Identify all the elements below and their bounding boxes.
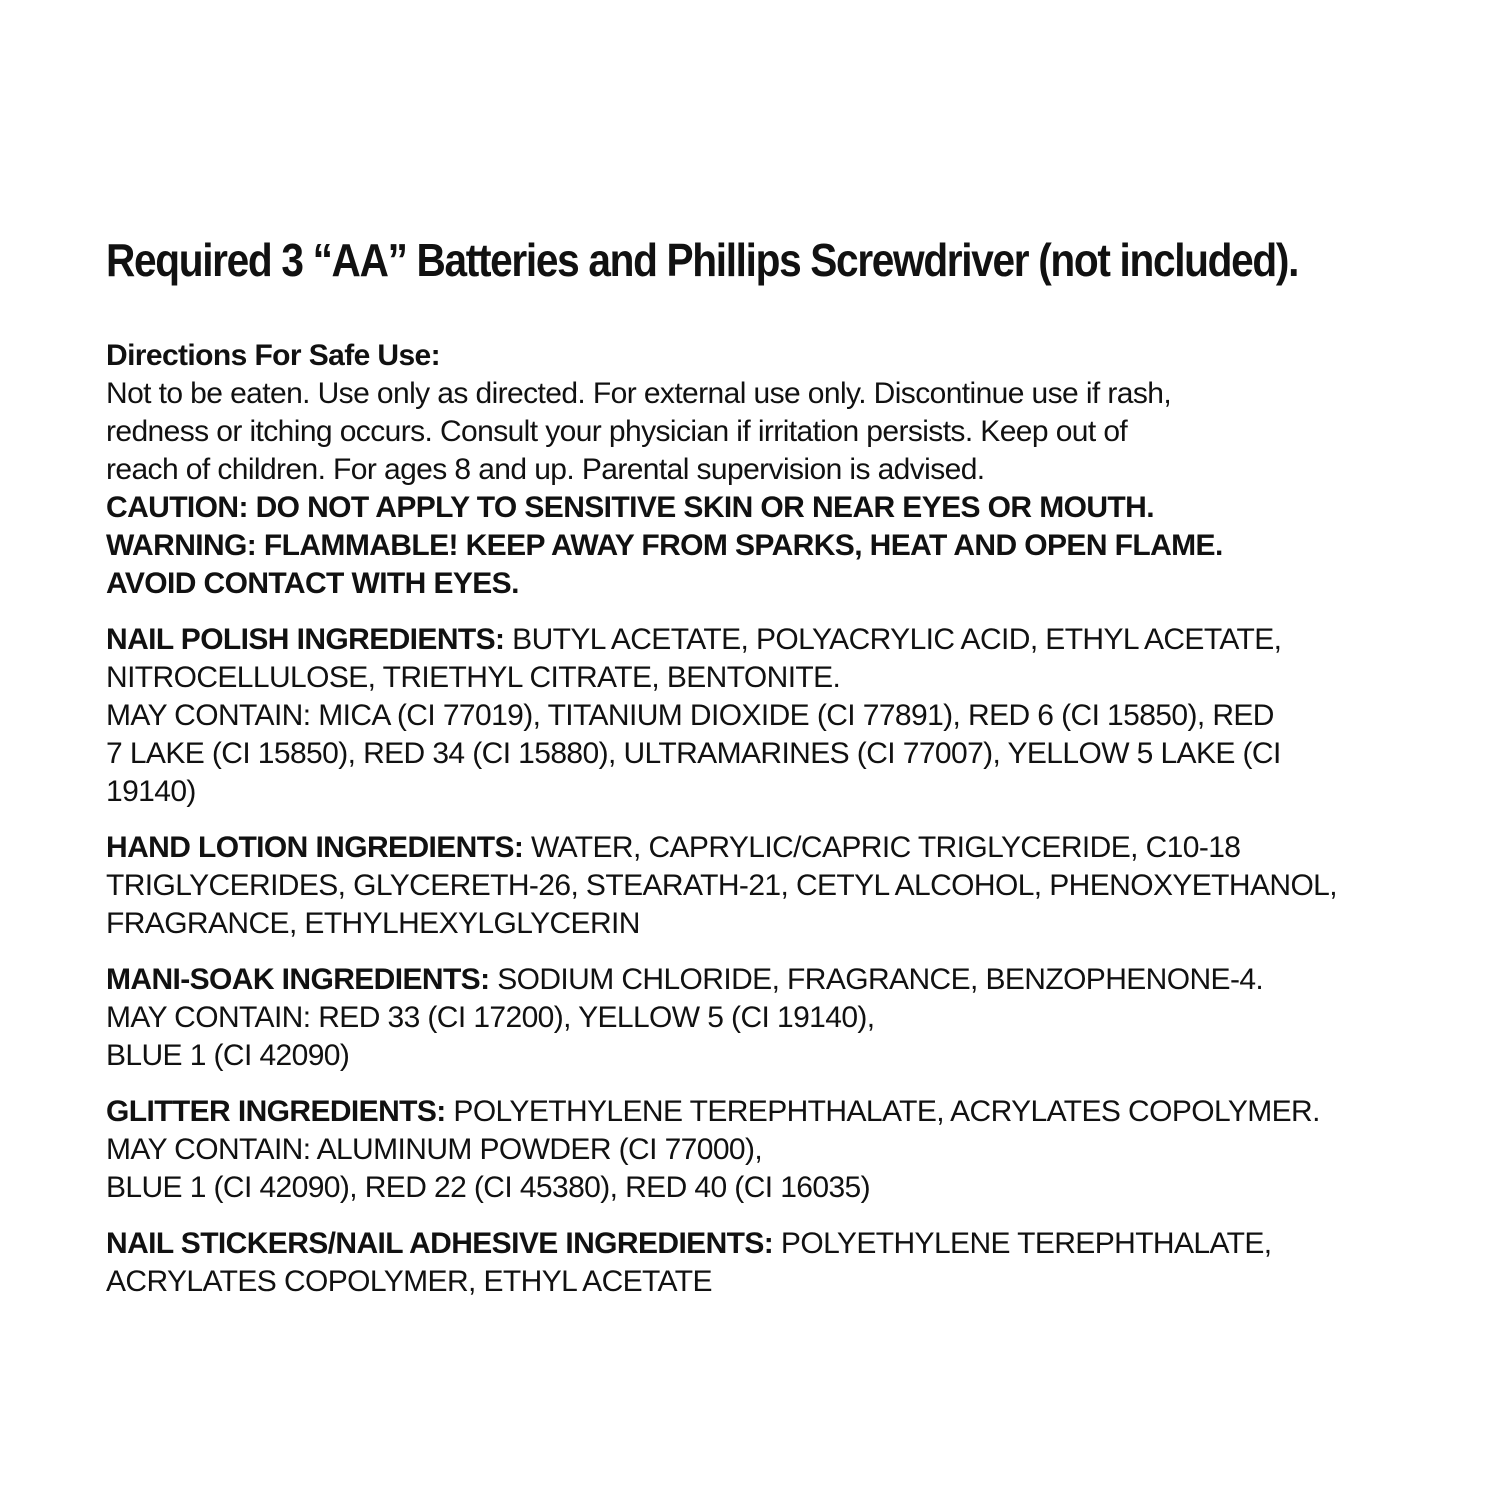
nail-stickers-ingredients [106,1225,1426,1301]
ingredients-line: ACRYLATES COPOLYMER, ETHYL ACETATE [106,1265,712,1298]
nail-polish-ingredients [106,621,1426,811]
ingredients-first-line [106,829,1240,867]
ingredients-line: BLUE 1 (CI 42090), RED 22 (CI 45380), RED 40 (CI 16035) [106,1171,871,1204]
caution-warning: CAUTION: DO NOT APPLY TO SENSITIVE SKIN OR NEAR EYES OR MOUTH. [106,491,1154,524]
ingredients-first-line [106,1225,1272,1263]
ingredients-text: POLYETHYLENE TEREPHTHALATE, ACRYLATES COPOLYMER. [445,1095,1320,1128]
ingredients-line: TRIGLYCERIDES, GLYCERETH-26, STEARATH-21, CETYL ALCOHOL, PHENOXYETHANOL, [106,869,1337,902]
battery-requirement-headline: Required 3 “AA” Batteries and Phillips Screwdriver (not included). [106,234,1299,286]
ingredients-first-line [106,621,1281,659]
ingredients-first-line [106,1093,1320,1131]
directions-line: reach of children. For ages 8 and up. Parental supervision is advised. [106,453,985,486]
ingredients-text: SODIUM CHLORIDE, FRAGRANCE, BENZOPHENONE-4. [489,963,1264,996]
directions-line: Not to be eaten. Use only as directed. For external use only. Discontinue use if rash, [106,377,1172,410]
ingredients-line: 19140) [106,775,196,808]
ingredients-line: BLUE 1 (CI 42090) [106,1039,350,1072]
ingredients-line: FRAGRANCE, ETHYLHEXYLGLYCERIN [106,907,640,940]
mani-soak-ingredients [106,961,1426,1075]
directions-line: redness or itching occurs. Consult your physician if irritation persists. Keep out of [106,415,1128,448]
ingredients-line: MAY CONTAIN: MICA (CI 77019), TITANIUM DIOXIDE (CI 77891), RED 6 (CI 15850), RED [106,699,1274,732]
ingredients-text: POLYETHYLENE TEREPHTHALATE, [773,1227,1272,1260]
ingredients-line: NITROCELLULOSE, TRIETHYL CITRATE, BENTONITE. [106,661,841,694]
ingredients-label: NAIL POLISH INGREDIENTS: [106,623,505,656]
hand-lotion-ingredients [106,829,1426,943]
eye-contact-warning: AVOID CONTACT WITH EYES. [106,567,519,600]
directions-title: Directions For Safe Use: [106,339,441,372]
ingredients-text: WATER, CAPRYLIC/CAPRIC TRIGLYCERIDE, C10-18 [523,831,1241,864]
ingredients-line: MAY CONTAIN: ALUMINUM POWDER (CI 77000), [106,1133,763,1166]
ingredients-first-line [106,961,1263,999]
glitter-ingredients [106,1093,1426,1207]
product-label [106,232,1426,1301]
ingredients-label: NAIL STICKERS/NAIL ADHESIVE INGREDIENTS: [106,1227,774,1260]
ingredients-line: MAY CONTAIN: RED 33 (CI 17200), YELLOW 5 (CI 19140), [106,1001,875,1034]
ingredients-label: HAND LOTION INGREDIENTS: [106,831,524,864]
ingredients-text: BUTYL ACETATE, POLYACRYLIC ACID, ETHYL ACETATE, [504,623,1282,656]
flammable-warning: WARNING: FLAMMABLE! KEEP AWAY FROM SPARKS, HEAT AND OPEN FLAME. [106,529,1223,562]
directions-section [106,337,1426,603]
ingredients-label: MANI-SOAK INGREDIENTS: [106,963,490,996]
ingredients-line: 7 LAKE (CI 15850), RED 34 (CI 15880), ULTRAMARINES (CI 77007), YELLOW 5 LAKE (CI [106,737,1281,770]
ingredients-label: GLITTER INGREDIENTS: [106,1095,446,1128]
